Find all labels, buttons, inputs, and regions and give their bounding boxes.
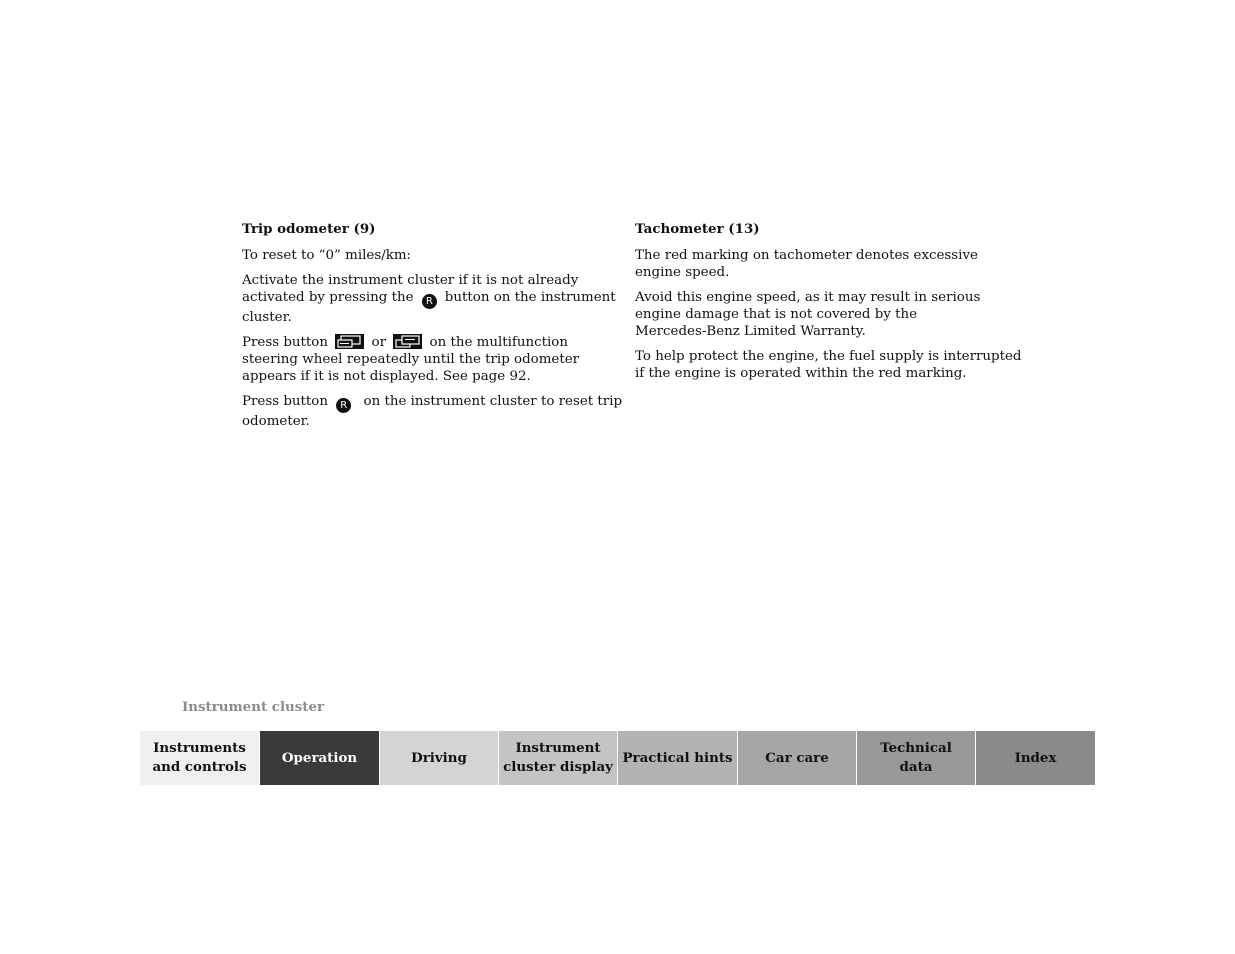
trip-odometer-heading: Trip odometer (9): [242, 221, 376, 237]
press-reset-paragraph: Press button R on the instrument cluster to reset trip odometer.: [242, 394, 623, 429]
display-selector-icon: [393, 334, 422, 349]
tab-driving[interactable]: Driving: [380, 731, 499, 785]
chapter-tab-bar: [140, 731, 1095, 785]
tab-car-care[interactable]: Car care: [738, 731, 857, 785]
tab-instrument-cluster-display[interactable]: Instrument cluster display: [499, 731, 618, 785]
reset-r-icon: R: [422, 294, 437, 309]
red-marking-paragraph: The red marking on tachometer denotes excessive engine speed.: [635, 248, 978, 280]
tab-practical-hints[interactable]: Practical hints: [618, 731, 738, 785]
reset-intro-text: To reset to “0” miles/km:: [242, 248, 412, 263]
tachometer-section: [635, 221, 1022, 390]
display-selector-icon: [335, 334, 364, 349]
activate-cluster-paragraph: Activate the instrument cluster if it is not already activated by pressing the R button on the instrument cluster.: [242, 273, 616, 325]
warranty-paragraph: Avoid this engine speed, as it may result in serious engine damage that is not covered by the Mercedes-Benz Limited Warranty.: [635, 290, 981, 339]
trip-odometer-section: [242, 221, 623, 438]
tab-instruments-and-controls[interactable]: Instruments and controls: [140, 731, 260, 785]
tab-operation[interactable]: Operation: [260, 731, 380, 785]
tab-technical-data[interactable]: Technical data: [857, 731, 976, 785]
tab-index[interactable]: Index: [976, 731, 1095, 785]
section-title: Instrument cluster: [182, 699, 325, 715]
press-display-button-paragraph: Press button or on the multifunction steering wheel repeatedly until the trip odometer appears if it is not displayed. See page 92.: [242, 335, 580, 384]
fuel-cutoff-paragraph: To help protect the engine, the fuel supply is interrupted if the engine is operated within the red marking.: [635, 349, 1022, 381]
reset-r-icon: R: [336, 398, 351, 413]
tachometer-heading: Tachometer (13): [635, 221, 760, 237]
